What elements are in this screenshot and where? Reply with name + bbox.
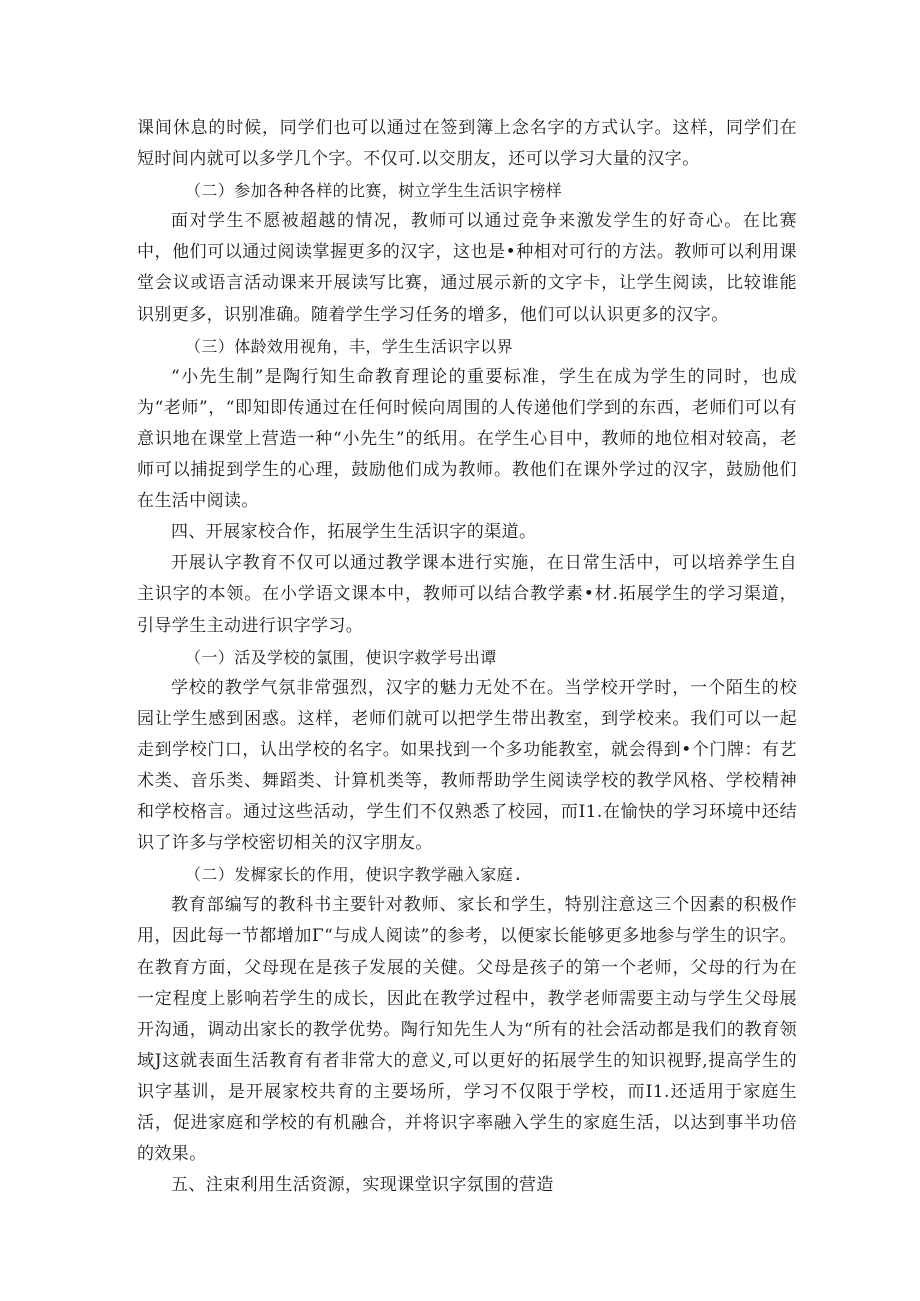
body-paragraph: 面对学生不愿被超越的情况，教师可以通过竞争来激发学生的好奇心。在比赛中，他们可以通过阅读掌握更多的汉字，这也是•种相对可行的方法。教师可以利用课堂会议或语言活动课来开展读写比赛，通过展示新的文字卡，让学生阅读，比较谁能识别更多，识别准确。随着学生学习任务的增多，他们可以认识更多的汉字。	[137, 211, 797, 325]
subheading-perspective: （三）体龄效用视角，丰，学生生活识字以界	[185, 336, 514, 356]
section-heading-five: 五、注束利用生活资源，实现课堂识字氛围的营造	[171, 1175, 554, 1196]
subheading-parents-role: （二）发樨家长的作用，使识字教学融入家庭.	[185, 865, 524, 885]
body-paragraph: “小先生制”是陶行知生命教育理论的重要标准，学生在成为学生的同时，也成为“老师”，“即知即传通过在任何时候向周围的人传递他们学到的东西，老师们可以有意识地在课堂上营造一种“小先生”的纸用。在学生心目中，教师的地位相对较高，老师可以捕捉到学生的心理，鼓励他们成为教师。教他们在课外学过的汉字，鼓励他们在生活中阅读。	[137, 366, 797, 512]
body-paragraph: 学校的教学气氛非常强烈，汉字的魅力无处不在。当学校开学时，一个陌生的校园让学生感到困惑。这样，老师们就可以把学生带出教室，到学校来。我们可以一起走到学校门口，认出学校的名字。如果找到一个多功能教室，就会得到•个门牌：有艺术类、音乐类、舞蹈类、计算机类等，教师帮助学生阅读学校的教学风格、学校精神和学校格言。通过这些活动，学生们不仅熟悉了校园，而I1.在愉快的学习环境中还结识了许多与学校密切相关的汉字朋友。	[137, 677, 797, 854]
body-paragraph-continued: 课间休息的时候，同学们也可以通过在签到簿上念名字的方式认字。这样，同学们在短时间内就可以多学几个字。不仅可.以交朋友，还可以学习大量的汉字。	[137, 118, 797, 170]
document-body	[137, 113, 797, 1201]
body-paragraph: 开展认字教育不仅可以通过教学课本进行实施，在日常生活中，可以培养学生自主识字的本领。在小学语文课本中，教师可以结合教学素•材.拓展学生的学习渠道，引导学生主动进行识字学习。	[137, 553, 797, 636]
body-paragraph: 教育部编写的教科书主要针对教师、家长和学生，特别注意这三个因素的积极作用，因此每一节都增加Γ“与成人阅读”的参考，以便家长能够更多地参与学生的识字。在教育方面，父母现在是孩子发展的关健。父母是孩子的第一个老师，父母的行为在一定程度上影响若学生的成长，因此在教学过程中，教学老师需要主动与学生父母展开沟通，调动出家长的教学优势。陶行知先生人为“所有的社会活动都是我们的教育领域J这就表面生活教育有者非常大的意义,可以更好的拓展学生的知识视野,提高学生的识字基训，是开展家校共育的主要场所，学习不仅限于学校，而I1.还适用于家庭生活，促进家庭和学校的有机融合，并将识字率融入学生的家庭生活，以达到事半功倍的效果。	[137, 895, 797, 1165]
subheading-school-atmosphere: （一）活及学校的氯围，使识字救学号出谭	[185, 647, 497, 667]
section-heading-four: 四、开展家校合作，拓展学生生活识字的渠道。	[171, 522, 537, 543]
subheading-competitions: （二）参加各种各样的比赛，树立学生生活识字榜样	[185, 181, 563, 201]
